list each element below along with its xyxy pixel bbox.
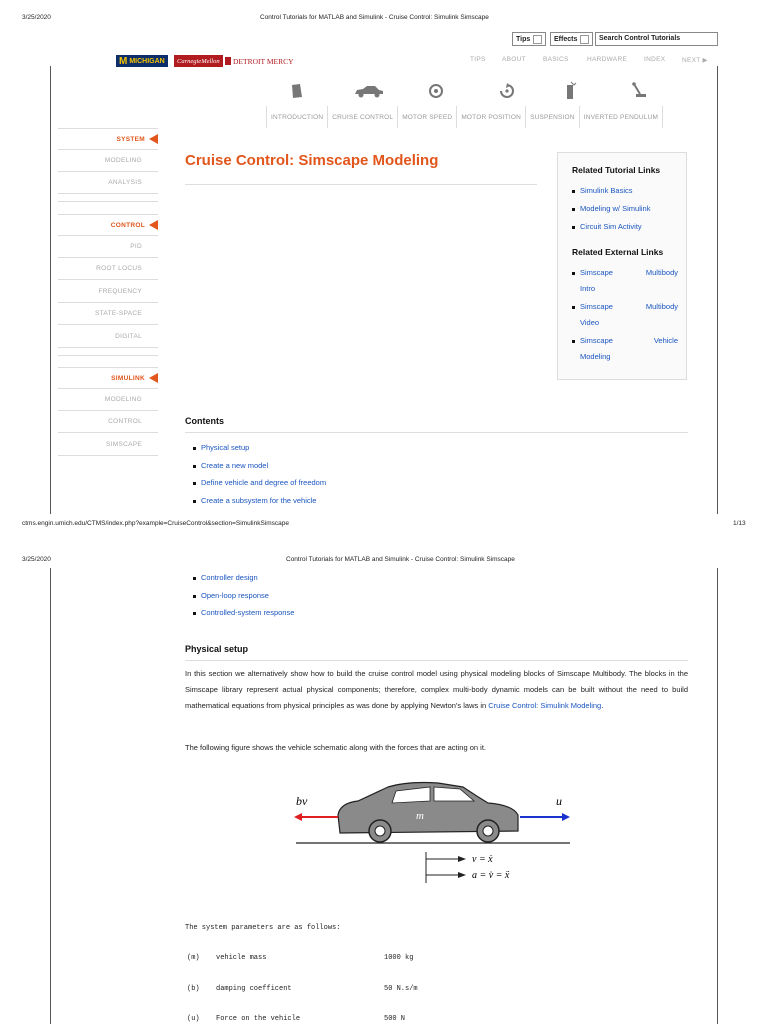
param-symbol: (m) — [187, 954, 200, 962]
toc-create-model[interactable]: Create a new model — [193, 461, 326, 479]
nav-index[interactable]: INDEX — [644, 56, 666, 63]
umich-logo[interactable]: M MICHIGAN — [116, 55, 168, 67]
contents-list-continued — [193, 573, 294, 626]
param-value: 500 N — [384, 1015, 406, 1023]
physical-setup-heading: Physical setup — [185, 644, 249, 654]
sidebar-control[interactable]: CONTROL — [58, 214, 158, 236]
sidebar-item-frequency[interactable]: FREQUENCY — [58, 281, 158, 303]
print-title: Control Tutorials for MATLAB and Simulink - Cruise Control: Simulink Simscape — [260, 14, 489, 21]
divider — [185, 184, 537, 185]
link-simulink-basics[interactable]: Simulink Basics — [580, 183, 678, 199]
print-url: ctms.engin.umich.edu/CTMS/index.php?example=CruiseControl&section=SimulinkSimscape — [22, 520, 289, 527]
divider — [185, 432, 688, 433]
triangle-left-icon — [149, 134, 158, 144]
sidebar-item-sl-simscape[interactable]: SIMSCAPE — [58, 434, 158, 456]
toc-physical-setup[interactable]: Physical setup — [193, 443, 326, 461]
param-symbol: (u) — [187, 1015, 200, 1023]
rear-hub — [483, 826, 493, 836]
effects-toggle[interactable]: Effects — [550, 32, 593, 46]
toc-controlled-system[interactable]: Controlled-system response — [193, 608, 294, 626]
sidebar-system[interactable]: SYSTEM — [58, 128, 158, 150]
effects-checkbox[interactable] — [580, 35, 589, 44]
pendulum-icon[interactable] — [626, 80, 652, 102]
link-modeling-simulink[interactable]: Modeling w/ Simulink — [580, 201, 678, 217]
front-hub — [375, 826, 385, 836]
cmu-logo[interactable]: CarnegieMellon — [174, 55, 223, 67]
print-date: 3/25/2020 — [22, 14, 51, 21]
sidebar-item-sl-control[interactable]: CONTROL — [58, 411, 158, 433]
sidebar-simulink[interactable]: SIMULINK — [58, 367, 158, 389]
sidebar-item-pid[interactable]: PID — [58, 236, 158, 258]
acceleration-eq: a = v̇ = ẍ — [472, 870, 510, 881]
tips-checkbox[interactable] — [533, 35, 542, 44]
vehicle-schematic — [288, 775, 578, 890]
nav-basics[interactable]: BASICS — [543, 56, 569, 63]
sidebar-item-root-locus[interactable]: ROOT LOCUS — [58, 258, 158, 280]
velocity-eq: v = ẋ — [472, 854, 493, 865]
print-page-number: 1/13 — [733, 520, 746, 527]
mass-label: m — [416, 810, 424, 822]
sidebar-spacer — [58, 194, 158, 202]
triangle-left-icon — [149, 220, 158, 230]
toc-controller-design[interactable]: Controller design — [193, 573, 294, 591]
tab-suspension[interactable]: SUSPENSION — [526, 106, 580, 128]
drive-arrowhead — [562, 813, 570, 821]
search-input[interactable]: Search Control Tutorials — [595, 32, 718, 46]
sidebar-spacer — [58, 348, 158, 356]
param-value: 1000 kg — [384, 954, 414, 962]
param-symbol: (b) — [187, 985, 200, 993]
related-tutorial-heading: Related Tutorial Links — [572, 165, 661, 175]
physical-setup-paragraph: In this section we alternatively show how to build the cruise control model using physical modeling blocks of Simscape Multibody. The blocks in the Simscape library represent actual physical components; therefore, complex multi-body dynamic models can be built without the need to build mathematical equations from physical principles as was done by applying Newton's laws in Cruise Control: Simulink Modeling. — [185, 669, 688, 710]
triangle-left-icon — [149, 373, 158, 383]
sidebar-item-state-space[interactable]: STATE-SPACE — [58, 303, 158, 325]
page-border-right — [717, 66, 718, 514]
tab-cruise-control[interactable]: CRUISE CONTROL — [328, 106, 398, 128]
nav-next[interactable]: NEXT ▶ — [682, 57, 708, 64]
sidebar-item-sl-modeling[interactable]: MODELING — [58, 389, 158, 411]
page-border-left — [50, 568, 51, 1024]
param-name: Force on the vehicle — [216, 1015, 301, 1023]
tab-motor-position[interactable]: MOTOR POSITION — [457, 106, 526, 128]
tips-toggle[interactable]: Tips — [512, 32, 546, 46]
tab-motor-speed[interactable]: MOTOR SPEED — [398, 106, 457, 128]
related-links-panel — [557, 152, 687, 380]
bv-label: bv — [296, 794, 308, 808]
related-external-heading: Related External Links — [572, 247, 664, 257]
motor-speed-icon[interactable] — [423, 80, 449, 102]
tutorial-tabs — [266, 106, 663, 128]
nav-about[interactable]: ABOUT — [502, 56, 526, 63]
sidebar-item-digital[interactable]: DIGITAL — [58, 326, 158, 348]
a-arrowhead — [458, 872, 466, 878]
motor-position-icon[interactable] — [494, 80, 520, 102]
toc-define-vehicle[interactable]: Define vehicle and degree of freedom — [193, 478, 326, 496]
toc-create-subsystem[interactable]: Create a subsystem for the vehicle — [193, 496, 326, 514]
print-date: 3/25/2020 — [22, 556, 51, 563]
introduction-icon[interactable] — [284, 80, 310, 102]
link-cruise-simulink-modeling[interactable]: Cruise Control: Simulink Modeling — [488, 701, 602, 710]
udm-logo[interactable]: DETROIT MERCY — [225, 55, 294, 67]
v-arrowhead — [458, 856, 466, 862]
divider — [185, 660, 688, 661]
page-border-left — [50, 66, 51, 514]
figure-intro-paragraph: The following figure shows the vehicle schematic along with the forces that are acting on it. — [185, 743, 486, 752]
drag-arrowhead — [294, 813, 302, 821]
toc-open-loop[interactable]: Open-loop response — [193, 591, 294, 609]
page-title: Cruise Control: Simscape Modeling — [185, 152, 439, 169]
link-simscape-multibody-video[interactable]: Simscape Multibody Video — [580, 299, 678, 331]
tab-introduction[interactable]: INTRODUCTION — [266, 106, 328, 128]
param-name: vehicle mass — [216, 954, 267, 962]
contents-heading: Contents — [185, 416, 224, 426]
contents-list — [193, 443, 326, 513]
param-value: 50 N.s/m — [384, 985, 418, 993]
page-border-right — [717, 568, 718, 1024]
suspension-icon[interactable] — [558, 80, 584, 102]
link-simscape-vehicle-modeling[interactable]: Simscape Vehicle Modeling — [580, 333, 678, 365]
param-name: damping coefficent — [216, 985, 292, 993]
link-simscape-multibody-intro[interactable]: Simscape Multibody Intro — [580, 265, 678, 297]
sidebar-item-modeling[interactable]: MODELING — [58, 150, 158, 172]
nav-tips[interactable]: TIPS — [470, 56, 486, 63]
tab-inverted-pendulum[interactable]: INVERTED PENDULUM — [580, 106, 663, 128]
nav-hardware[interactable]: HARDWARE — [587, 56, 628, 63]
print-title: Control Tutorials for MATLAB and Simulink - Cruise Control: Simulink Simscape — [286, 556, 515, 563]
params-intro: The system parameters are as follows: — [185, 924, 341, 932]
link-circuit-sim[interactable]: Circuit Sim Activity — [580, 219, 678, 235]
u-label: u — [556, 794, 562, 808]
sidebar-item-analysis[interactable]: ANALYSIS — [58, 172, 158, 194]
car-icon[interactable] — [352, 80, 386, 102]
